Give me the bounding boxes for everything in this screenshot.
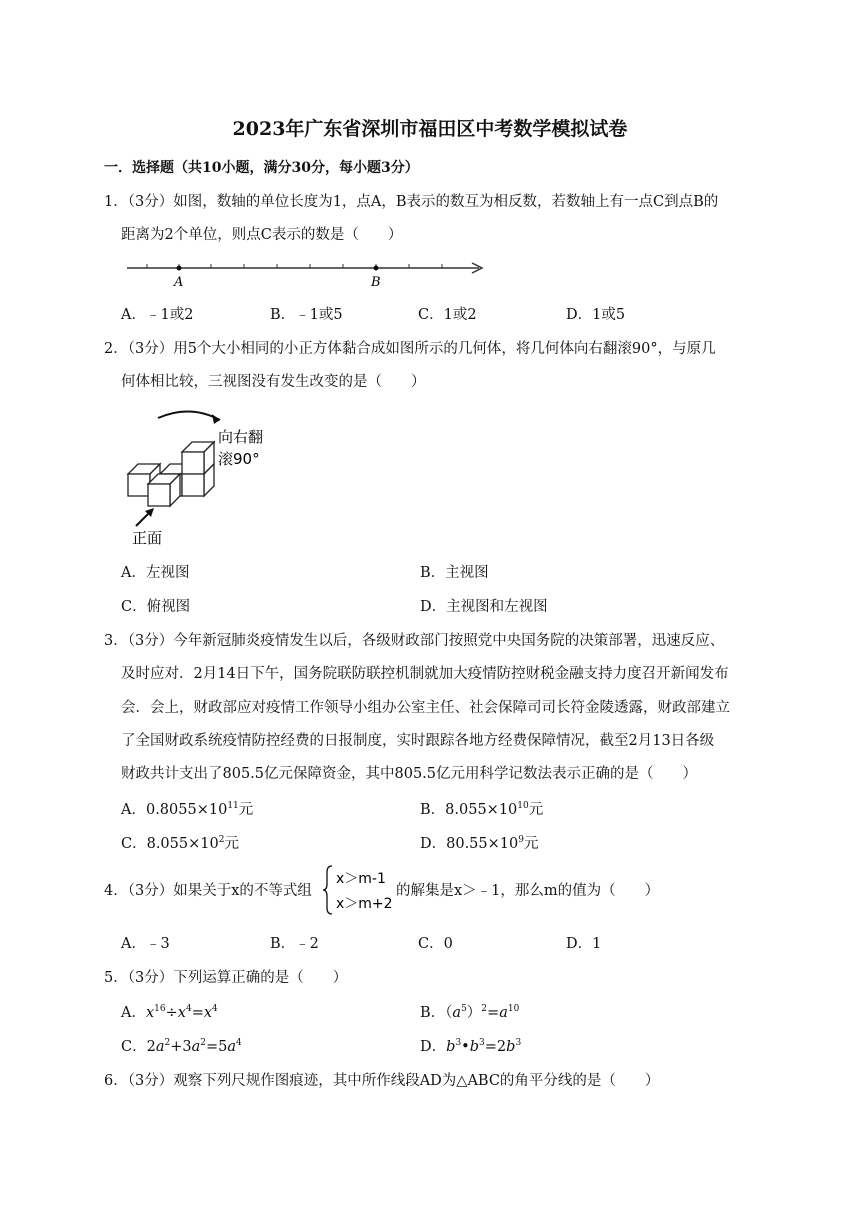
cube-figure [120, 402, 280, 548]
roll-label-1: 向右翻 [218, 428, 264, 446]
q3-stem-line3: 会．会上，财政部应对疫情工作领导小组办公室主任、社会保障司司长符金陵透露，财政部建立 [121, 700, 730, 716]
q4-option-d: D．1 [566, 936, 602, 952]
front-label: 正面 [132, 529, 163, 547]
q5-option-a: A．$x^{16}\div x^4=x^4$ [121, 1004, 218, 1021]
q1-option-b: B．﹣1或5 [270, 307, 343, 323]
point-b-label: B [371, 275, 381, 290]
q2-stem-line1: 2．（3分）用5个大小相同的小正方体黏合成如图所示的几何体，将几何体向右翻滚90°，与原几 [104, 341, 716, 357]
point-a-label: A [174, 275, 184, 290]
q3-option-b: B．$8.055\times 10^{10}$元 [420, 801, 544, 818]
q1-stem-line2: 距离为2个单位，则点C表示的数是（ ） [121, 227, 403, 243]
q5-option-c: C．$2a^2+3a^2=5a^4$ [121, 1038, 242, 1055]
q3-option-d: D．$80.55\times 10^9$元 [420, 835, 539, 852]
q2-option-c: C．俯视图 [121, 599, 191, 615]
number-line-figure [122, 255, 492, 291]
q3-stem-line1: 3．（3分）今年新冠肺炎疫情发生以后，各级财政部门按照党中央国务院的决策部署，迅速反应、 [104, 633, 725, 649]
q2-option-b: B．主视图 [420, 565, 489, 581]
point-a-dot [177, 266, 182, 271]
q2-option-d: D．主视图和左视图 [420, 599, 548, 615]
inequality-1: x＞m-1 [336, 871, 386, 887]
q1-option-a: A．﹣1或2 [121, 307, 194, 323]
q3-stem-line5: 财政共计支出了805.5亿元保障资金，其中805.5亿元用科学记数法表示正确的是（ ） [121, 766, 698, 782]
section-heading: 一．选择题（共10小题，满分30分，每小题3分） [104, 160, 419, 176]
inequality-system [322, 864, 396, 916]
q4-option-a: A．﹣3 [121, 936, 170, 952]
q5-option-d: D．$b^3•b^3=2b^3$ [420, 1038, 522, 1055]
q2-stem-line2: 何体相比较，三视图没有发生改变的是（ ） [121, 374, 426, 390]
point-b-dot [374, 266, 379, 271]
inequality-2: x＞m+2 [336, 896, 393, 912]
q4-stem-post: 的解集是x＞﹣1，那么m的值为（ ） [396, 883, 660, 899]
page-title: 2023年广东省深圳市福田区中考数学模拟试卷 [232, 118, 628, 140]
roll-arrow [158, 411, 220, 420]
q3-stem-line2: 及时应对．2月14日下午，国务院联防联控机制就加大疫情防控财税金融支持力度召开新闻发布 [121, 666, 729, 682]
q5-stem: 5．（3分）下列运算正确的是（ ） [104, 970, 348, 986]
brace-icon [323, 866, 332, 914]
q4-option-b: B．﹣2 [270, 936, 319, 952]
q1-stem-line1: 1．（3分）如图，数轴的单位长度为1，点A，B表示的数互为相反数，若数轴上有一点C到点B的 [104, 194, 719, 210]
q5-option-b: B．$(a^5)^2=a^{10}$ [420, 1004, 520, 1021]
q3-option-a: A．$0.8055\times 10^{11}$元 [121, 801, 254, 818]
roll-label-2: 滚90° [218, 450, 260, 468]
q4-option-c: C．0 [418, 936, 453, 952]
q2-option-a: A．左视图 [121, 565, 190, 581]
q1-option-d: D．1或5 [566, 307, 626, 323]
q3-stem-line4: 了全国财政系统疫情防控经费的日报制度，实时跟踪各地方经费保障情况，截至2月13日各级 [121, 733, 715, 749]
q4-stem-pre: 4．（3分）如果关于x的不等式组 [104, 883, 312, 899]
q1-option-c: C．1或2 [418, 307, 477, 323]
q3-option-c: C．$8.055\times 10^2$元 [121, 835, 239, 852]
q6-stem: 6．（3分）观察下列尺规作图痕迹，其中所作线段AD为△ABC的角平分线的是（ ） [104, 1073, 660, 1089]
